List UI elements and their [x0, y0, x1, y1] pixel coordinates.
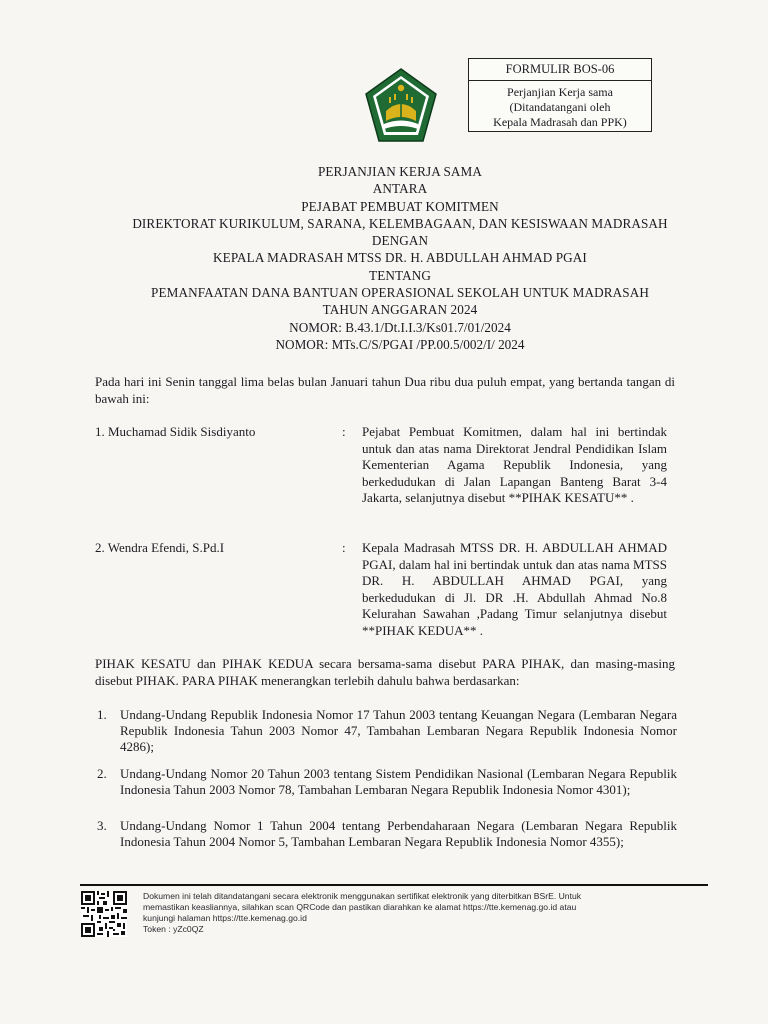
law-text: Undang-Undang Nomor 1 Tahun 2004 tentang Perbendaharaan Negara (Lembaran Negara Republik Indonesia Tahun 2004 Nomor 5, Tambahan Lembaran Negara Republik Indonesia Nomor 4355);: [120, 818, 677, 849]
para-pihak-paragraph: PIHAK KESATU dan PIHAK KEDUA secara bersama-sama disebut PARA PIHAK, dan masing-masing disebut PIHAK. PARA PIHAK menerangkan terlebih dahulu bahwa berdasarkan:: [95, 656, 675, 688]
document-number-1: NOMOR: B.43.1/Dt.I.I.3/Ks01.7/01/2024: [289, 320, 511, 335]
law-number: 2.: [97, 766, 107, 781]
title-line: TAHUN ANGGARAN 2024: [322, 302, 478, 318]
document-numbers: [220, 320, 580, 353]
party-2-description: Kepala Madrasah MTSS DR. H. ABDULLAH AHMAD PGAI, dalam hal ini bertindak untuk dan atas nama MTSS DR. H. ABDULLAH AHMAD PGAI, yang berkedudukan di Jl. DR .H. Abdullah Ahmad No.8 Kelurahan Sawahan ,Padang Timur selanjutnya disebut **PIHAK KEDUA** .: [362, 540, 667, 638]
form-code: FORMULIR BOS-06: [469, 59, 651, 81]
kemenag-logo: [360, 67, 442, 145]
title-line: TENTANG: [369, 267, 431, 283]
law-text: Undang-Undang Republik Indonesia Nomor 17 Tahun 2003 tentang Keuangan Negara (Lembaran Negara Republik Indonesia Tahun 2003 Nomor 47, Tambahan Lembaran Negara Republik Indonesia Nomor 4286);: [120, 707, 677, 754]
party-1-name: 1. Muchamad Sidik Sisdiyanto: [95, 424, 256, 439]
law-item: [97, 818, 677, 850]
party-2-colon: :: [342, 540, 346, 555]
title-line: PEJABAT PEMBUAT KOMITMEN: [301, 198, 499, 214]
document-number-2: NOMOR: MTs.C/S/PGAI /PP.00.5/002/I/ 2024: [275, 336, 525, 352]
party-1-colon: :: [342, 424, 346, 439]
law-item: [97, 766, 677, 798]
title-line: DIREKTORAT KURIKULUM, SARANA, KELEMBAGAAN, DAN KESISWAAN MADRASAH: [132, 215, 668, 231]
footer-line: Dokumen ini telah ditandatangani secara elektronik menggunakan sertifikat elektronik yang diterbitkan BSrE. Untuk: [143, 891, 582, 901]
law-number: 1.: [97, 707, 107, 722]
party-1-description: Pejabat Pembuat Komitmen, dalam hal ini bertindak untuk dan atas nama Direktorat Jendral Pendidikan Islam Kementerian Agama Republik Indonesia, yang berkedudukan di Jalan Lapangan Banteng Barat 3-4 Jakarta, selanjutnya disebut **PIHAK KESATU** .: [362, 424, 667, 505]
footer-line: memastikan keasliannya, silahkan scan QRCode dan pastikan diarahkan ke alamat https://tte.kemenag.go.id atau: [143, 902, 577, 912]
form-code-box: [468, 58, 652, 132]
agreement-title: [100, 163, 700, 319]
title-line: PEMANFAATAN DANA BANTUAN OPERASIONAL SEKOLAH UNTUK MADRASAH: [151, 285, 649, 301]
footer-divider: [80, 884, 708, 886]
law-number: 3.: [97, 818, 107, 833]
intro-paragraph: Pada hari ini Senin tanggal lima belas bulan Januari tahun Dua ribu dua puluh empat, yang bertanda tangan di bawah ini:: [95, 374, 675, 406]
form-note-line: Kepala Madrasah dan PPK): [493, 115, 627, 129]
title-line: DENGAN: [371, 233, 429, 249]
party-2-name: 2. Wendra Efendi, S.Pd.I: [95, 540, 225, 555]
title-line: KEPALA MADRASAH MTSS DR. H. ABDULLAH AHMAD PGAI: [213, 250, 587, 266]
footer-token: Token : yZc0QZ: [143, 924, 204, 934]
footer-line: kunjungi halaman https://tte.kemenag.go.id: [143, 913, 307, 923]
esignature-notice: [143, 891, 713, 935]
form-note-line: (Ditandatangani oleh: [509, 100, 611, 114]
qr-code-icon[interactable]: [81, 891, 127, 937]
law-text: Undang-Undang Nomor 20 Tahun 2003 tentang Sistem Pendidikan Nasional (Lembaran Negara Republik Indonesia Tahun 2003 Nomor 78, Tambahan Lembaran Negara Republik Indonesia Nomor 4301);: [120, 766, 677, 797]
law-item: [97, 707, 677, 755]
title-line: ANTARA: [372, 181, 428, 197]
title-line: PERJANJIAN KERJA SAMA: [317, 164, 483, 179]
form-note-line: Perjanjian Kerja sama: [507, 85, 613, 99]
form-note: [469, 81, 651, 130]
